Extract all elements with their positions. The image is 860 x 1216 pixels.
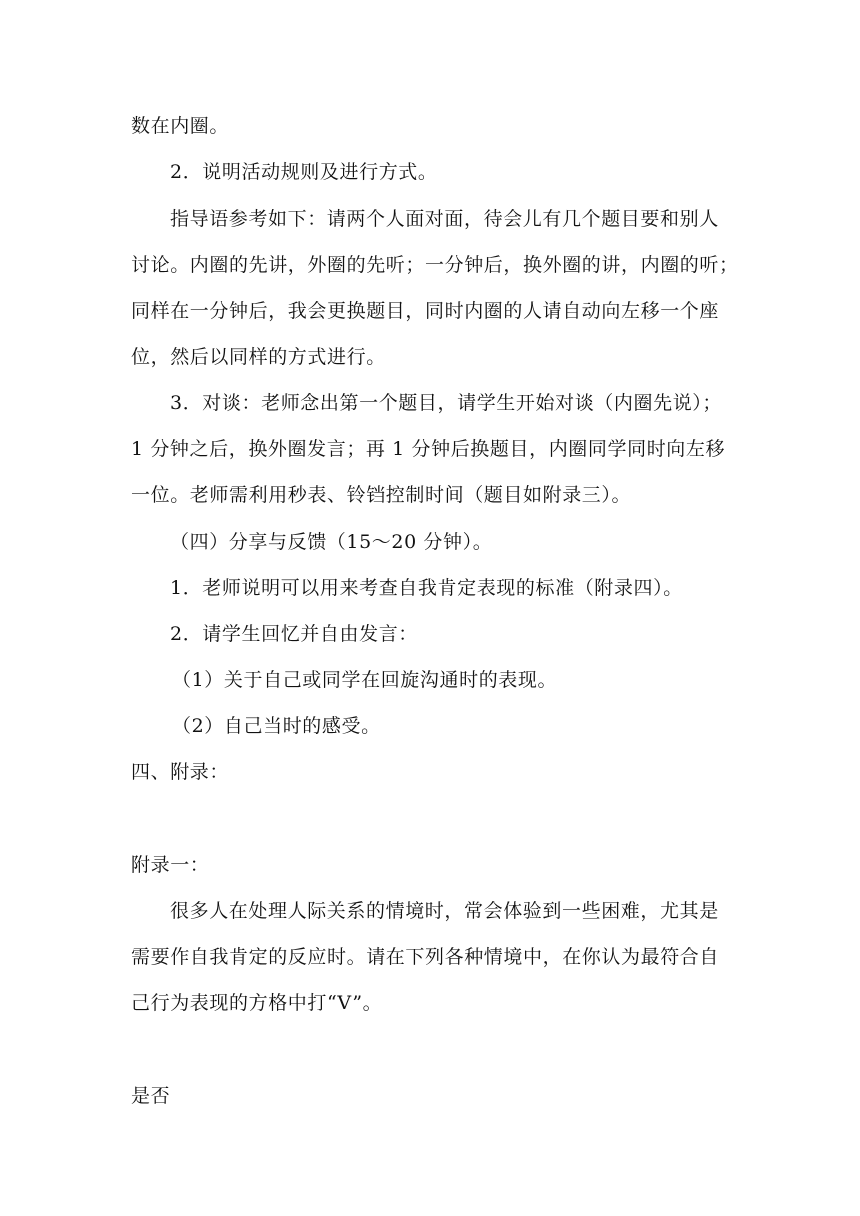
list-item-step-2: 2．请学生回忆并自由发言： <box>170 623 418 645</box>
paragraph-line: 讨论。内圈的先讲，外圈的先听；一分钟后，换外圈的讲，内圈的听； <box>131 254 739 276</box>
paragraph-line: 需要作自我肯定的反应时。请在下列各种情境中，在你认为最符合自 <box>131 946 720 968</box>
table-header-yes-no: 是否 <box>131 1085 171 1107</box>
paragraph-line: 指导语参考如下：请两个人面对面，待会儿有几个题目要和别人 <box>170 208 719 230</box>
sub-item-1: （1）关于自己或同学在回旋沟通时的表现。 <box>172 669 558 691</box>
paragraph-line: 数在内圈。 <box>131 115 230 137</box>
list-item-step-2: 2．说明活动规则及进行方式。 <box>170 161 438 183</box>
paragraph-line: 1 分钟之后，换外圈发言；再 1 分钟后换题目，内圈同学同时向左移 <box>131 438 726 460</box>
appendix-heading: 附录一： <box>131 854 210 876</box>
list-item-step-1: 1．老师说明可以用来考查自我肯定表现的标准（附录四）。 <box>170 577 683 599</box>
section-heading: 四、附录： <box>131 761 230 783</box>
paragraph-line: 一位。老师需利用秒表、铃铛控制时间（题目如附录三）。 <box>131 484 632 506</box>
section-heading: （四）分享与反馈（15～20 分钟）。 <box>170 531 493 553</box>
list-item-step-3: 3．对谈：老师念出第一个题目，请学生开始对谈（内圈先说）； <box>170 392 722 414</box>
paragraph-line: 同样在一分钟后，我会更换题目，同时内圈的人请自动向左移一个座 <box>131 300 720 322</box>
paragraph-line: 己行为表现的方格中打“V”。 <box>131 992 383 1014</box>
paragraph-line: 位，然后以同样的方式进行。 <box>131 346 386 368</box>
sub-item-2: （2）自己当时的感受。 <box>172 715 381 737</box>
paragraph-line: 很多人在处理人际关系的情境时，常会体验到一些困难，尤其是 <box>170 900 719 922</box>
